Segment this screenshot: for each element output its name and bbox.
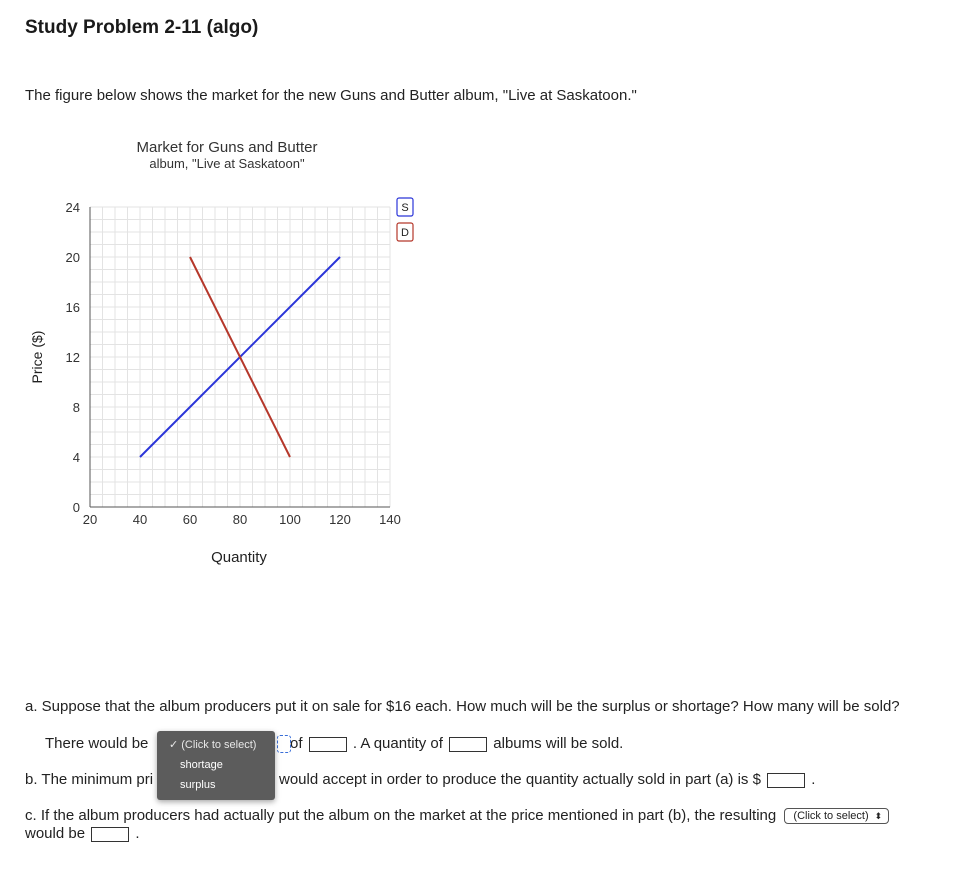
- result-type-select-label: (Click to select): [793, 810, 869, 823]
- x-tick-label: 140: [379, 512, 401, 527]
- a-quantity-label: . A quantity of: [352, 735, 443, 752]
- b-end-label: would accept in order to produce the quantity actually sold in part (a) is $: [279, 771, 761, 788]
- shortage-amount-input[interactable]: [309, 737, 347, 752]
- y-tick-label: 20: [65, 250, 80, 265]
- x-axis-label: Quantity: [211, 549, 267, 566]
- x-tick-label: 80: [232, 512, 248, 527]
- a-of-label: of: [290, 735, 303, 752]
- question-c-line2: [25, 825, 140, 842]
- x-tick-label: 60: [182, 512, 198, 527]
- question-a: a. Suppose that the album producers put it on sale for $16 each. How much will be the surplus or shortage? How many will be sold?: [25, 698, 900, 715]
- x-tick-label: 100: [279, 512, 301, 527]
- dropdown-option-shortage[interactable]: shortage: [180, 759, 223, 771]
- dropdown-option-surplus[interactable]: surplus: [180, 779, 216, 791]
- c-line1-label: c. If the album producers had actually put the album on the market at the price mentioned in part (b), the resulting: [25, 807, 777, 824]
- page-title: Study Problem 2-11 (algo): [25, 17, 259, 38]
- select-arrows-icon: ⬍: [874, 811, 883, 822]
- legend-d-label: D: [401, 227, 409, 239]
- question-b-start: b. The minimum pri: [25, 771, 154, 788]
- a-sold-label: albums will be sold.: [493, 735, 624, 752]
- question-b-rest: [279, 771, 815, 788]
- question-a-answer-line: [45, 735, 148, 752]
- result-amount-input[interactable]: [91, 827, 129, 842]
- b-period: .: [811, 771, 816, 788]
- chart-title: Market for Guns and Butter: [136, 139, 318, 156]
- minimum-price-input[interactable]: [767, 773, 805, 788]
- y-tick-label: 8: [72, 400, 80, 415]
- x-tick-label: 120: [329, 512, 351, 527]
- dropdown-option-placeholder[interactable]: ✓ (Click to select): [169, 739, 257, 751]
- question-a-answer-rest: [290, 735, 623, 752]
- legend-s-label: S: [401, 202, 409, 214]
- intro-text: The figure below shows the market for the new Guns and Butter album, "Live at Saskatoon.": [25, 87, 637, 104]
- shortage-surplus-dropdown[interactable]: [157, 731, 275, 800]
- c-line2-label: would be: [25, 825, 86, 842]
- a-line-start: There would be: [45, 735, 149, 752]
- y-tick-label: 12: [65, 350, 80, 365]
- y-tick-label: 16: [65, 300, 80, 315]
- y-tick-label: 24: [65, 200, 80, 215]
- question-c-line1: [25, 807, 889, 824]
- y-axis-label: Price ($): [29, 330, 45, 384]
- quantity-sold-input[interactable]: [449, 737, 487, 752]
- x-tick-label: 40: [132, 512, 148, 527]
- y-tick-label: 0: [72, 500, 80, 515]
- result-type-select[interactable]: [784, 808, 889, 824]
- select-focus-ring[interactable]: [277, 735, 291, 753]
- y-tick-label: 4: [72, 450, 80, 465]
- x-tick-label: 20: [82, 512, 98, 527]
- chart-subtitle: album, "Live at Saskatoon": [149, 156, 305, 171]
- c-period: .: [135, 825, 140, 842]
